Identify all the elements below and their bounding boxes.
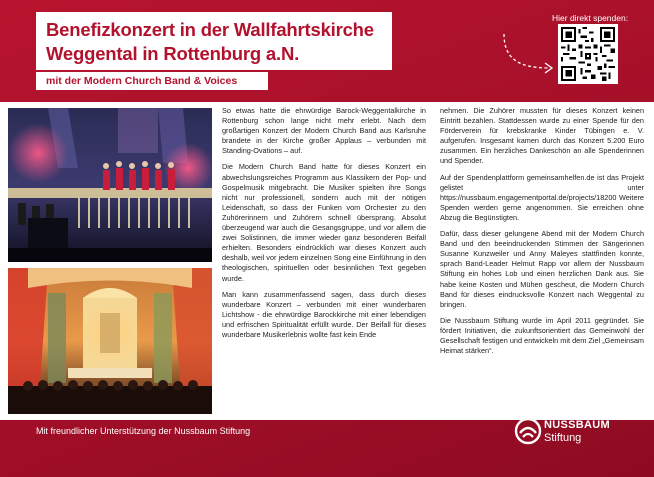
page-subtitle: mit der Modern Church Band & Voices — [46, 75, 238, 87]
paragraph: Die Modern Church Band hatte für dieses Konzert ein abwechslungsreiches Programm aus Klassikern der Pop- und Gospelmusik mitgebracht. Die Musiker spielten ihre Songs nicht nur professionell, sondern auch mit der nötigen Leidenschaft, so dass der Funken vom Orchester zu den Zuhörerinnern und Zuhörern schnell übersprang. Absolut überzeugend war auch die Gesangsgruppe, und vor allem die zwei Solistinnen, die immer wieder ganz besonderen Beifall erhielten. Besonders eindrücklich war dieses Konzert auch deshalb, weil vor jedem einzelnen Song eine Einführung in den theologischen, spirituellen oder besinnlichen Text gegeben wurde. — [222, 162, 426, 283]
qr-code-icon — [561, 27, 615, 81]
qr-code[interactable] — [558, 24, 618, 84]
curved-arrow-icon — [500, 30, 556, 76]
photo-church-interior — [8, 268, 212, 414]
page-title-line-2: Weggental in Rottenburg a.N. — [46, 43, 300, 64]
page-title-line-1: Benefizkonzert in der Wallfahrtskirche — [46, 19, 374, 40]
paragraph: nehmen. Die Zuhörer mussten für dieses Konzert keinen Eintritt bezahlen. Stattdessen wurde zu einer Spende für den Förderverein für krebskranke Kinder Tübingen e. V. aufgerufen. Insgesamt kamen durch das Konzert 5.200 Euro zusammen. Ein herzliches Dankeschön an alle Spenderinnen und Spender. — [440, 106, 644, 166]
nussbaum-logo-icon — [514, 417, 542, 445]
support-text: Mit freundlicher Unterstützung der Nussbaum Stiftung — [36, 426, 251, 436]
paragraph: Man kann zusammenfassend sagen, dass durch dieses wunderbare Konzert – verbunden mit einer wunderbaren Lichtshow - die ehrwürdige Barockkirche mit einer lebendigen und erfrischen Spiritualität erfüllt wurde. Der Beifall für dieses wunderbare Musikerlebnis wollte fast kein Ende — [222, 289, 426, 339]
donate-label: Hier direkt spenden: — [552, 13, 629, 23]
logo-name: NUSSBAUM — [544, 419, 610, 431]
paragraph: Die Nussbaum Stiftung wurde im April 2011 gegründet. Sie fördert Initiativen, die zukunftsorientiert das Gemeinwohl der Gesellschaft festigen und entwickeln mit dem Ziel „Gemeinsam Heimat stärken“. — [440, 315, 644, 356]
logo-sub: Stiftung — [544, 432, 582, 444]
paragraph: Dafür, dass dieser gelungene Abend mit der Modern Church Band und den beeindruckenden Stimmen der Sängerinnen Susanne Kunzweiler und Anny Maleyes stattfinden konnte, sprach Band-Leader Helmut Rapp vor allem der Nussbaum Stiftung ein hohes Lob und einen herzlichen Dank aus. Sie habe keine Kosten und Mühen gescheut, die Modern Church Band für dieses eindrucksvolle Konzert nach Weggental zu bringen. — [440, 229, 644, 309]
photo-band-stage — [8, 108, 212, 262]
article-panel — [0, 102, 654, 420]
paragraph: So etwas hatte die ehrwürdige Barock-Weggentalkirche in Rottenburg schon lange nicht mehr erlebt. Nach dem großartigen Konzert der Modern Church Band aus Karlsruhe brandete in der Kirche großer Applaus – verbunden mit Standing-Ovations – auf. — [222, 106, 426, 156]
nussbaum-logo — [514, 411, 644, 463]
title-box — [36, 12, 392, 70]
subtitle-box — [36, 72, 268, 90]
article-column-2 — [440, 106, 644, 362]
article-column-1 — [222, 106, 426, 346]
paragraph: Auf der Spendenplattform gemeinsamhelfen.de ist das Projekt gelistet unter https://nussbaum.engagementportal.de/projects/18200 Weitere Spenden werden gerne angenommen. Sie erreichen ohne Abzug die Begünstigten. — [440, 172, 644, 222]
